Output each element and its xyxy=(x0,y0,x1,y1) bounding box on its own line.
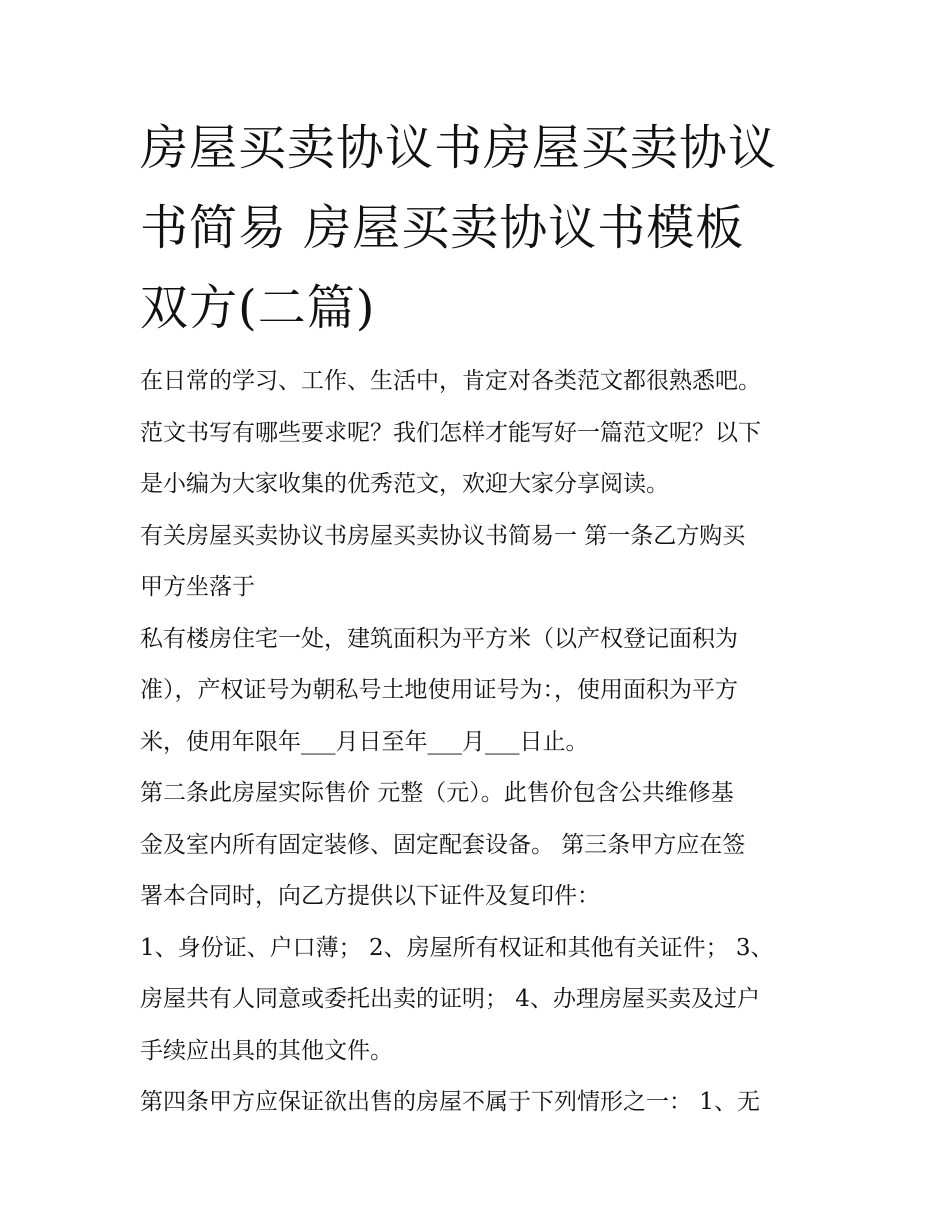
body-line: 有关房屋买卖协议书房屋买卖协议书简易一 第一条乙方购买 xyxy=(140,522,746,549)
body-line: 甲方坐落于 xyxy=(140,574,255,600)
body-line: 米，使用年限年___月日至年___月___日止。 xyxy=(140,728,589,755)
title-line: 书简易 房屋买卖协议书模板 xyxy=(140,200,745,256)
body-line: 手续应出具的其他文件。 xyxy=(140,1037,393,1064)
body-line: 第二条此房屋实际售价 元整（元）。此售价包含公共维修基 xyxy=(140,780,734,806)
body-line: 准），产权证号为朝私号土地使用证号为：，使用面积为平方 xyxy=(140,677,738,703)
body-line: 是小编为大家收集的优秀范文，欢迎大家分享阅读。 xyxy=(140,471,669,497)
body-line: 范文书写有哪些要求呢？我们怎样才能写好一篇范文呢？以下 xyxy=(140,419,761,446)
title-line: 双方(二篇) xyxy=(140,280,376,336)
body-line: 私有楼房住宅一处，建筑面积为平方米（以产权登记面积为 xyxy=(140,625,738,652)
body-line: 署本合同时，向乙方提供以下证件及复印件： xyxy=(140,883,600,909)
body-line: 第四条甲方应保证欲出售的房屋不属于下列情形之一： 1、无 xyxy=(140,1089,760,1115)
document-title xyxy=(140,108,830,348)
body-line: 1、身份证、户口薄； 2、房屋所有权证和其他有关证件； 3、 xyxy=(140,934,774,961)
document-body xyxy=(140,356,830,1129)
body-line: 房屋共有人同意或委托出卖的证明； 4、办理房屋买卖及过户 xyxy=(140,986,760,1012)
body-line: 在日常的学习、工作、生活中，肯定对各类范文都很熟悉吧。 xyxy=(140,368,761,394)
body-line: 金及室内所有固定装修、固定配套设备。 第三条甲方应在签 xyxy=(140,831,746,858)
title-line: 房屋买卖协议书房屋买卖协议 xyxy=(140,120,778,176)
